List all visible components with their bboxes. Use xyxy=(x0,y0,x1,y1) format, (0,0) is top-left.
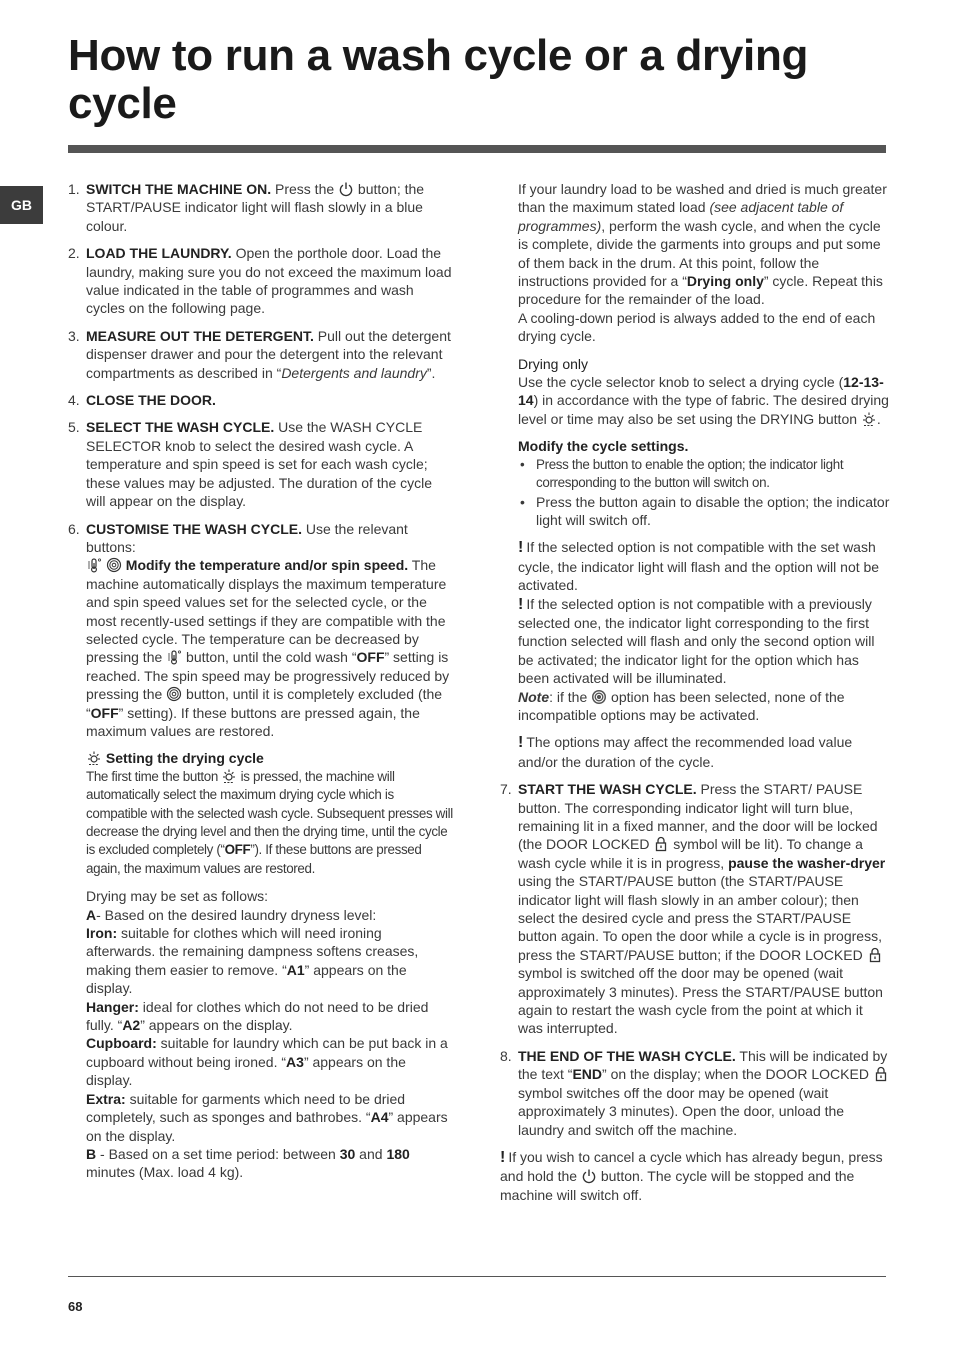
temperature-spin-section: Modify the temperature and/or spin speed. The machine automatically displays the maximum temperature and spin speed values set for the selected cycle, or the most recently-used settings if they are compatible with the selected cycle. The temperature can be decreased by pressing the button, until the cold wash “OFF” setting is reached. The spin speed may be progressively reduced by pressing the button, until it is completely excluded (the “OFF” setting). If these buttons are pressed again, the maximum values are restored. xyxy=(86,557,450,739)
spin-icon xyxy=(166,686,182,702)
drying-only-text: Use the cycle selector knob to select a drying cycle (12-13-14) in accordance with the type of fabric. The desired drying level or time may also be set using the DRYING button . xyxy=(518,374,889,427)
page-number: 68 xyxy=(68,1299,83,1314)
warning-mark: ! xyxy=(518,595,524,613)
page-title: How to run a wash cycle or a drying cycle xyxy=(68,31,809,128)
drying-levels: Drying may be set as follows: A- Based on the desired laundry dryness level: Iron: suitable for clothes which will need ironing afterwards. the remaining dampness softens creases, making them easier to remove. “A1” appears on the display. Hanger: ideal for clothes which do not need to be dried fully. “A2” appears on the display. Cupboard: suitable for laundry which can be put back in a cupboard without being ironed. “A3” appears on the display. Extra: suitable for garments which need to be dried completely, such as sponges and bathrobes. “A4” appears on the display. B - Based on a set time period: between 30 and 180 minutes (Max. load 4 kg). xyxy=(86,887,454,1182)
lock-icon xyxy=(873,1066,889,1082)
lock-icon xyxy=(653,836,669,852)
drying-icon xyxy=(861,411,877,427)
lock-icon xyxy=(867,947,883,963)
level-extra: Extra: suitable for garments which need to be dried completely, such as sponges and bathrobes. “A4” appears on the display. xyxy=(86,1090,448,1144)
level-time: B - Based on a set time period: between 30 and 180 minutes (Max. load 4 kg). xyxy=(86,1145,410,1181)
drying-icon xyxy=(221,768,237,784)
temperature-icon xyxy=(166,649,182,665)
title-rule xyxy=(68,145,886,153)
right-column xyxy=(500,180,890,1204)
overload-intro: If your laundry load to be washed and dried is much greater than the maximum stated load (see adjacent table of programmes), perform the wash cycle, and when the cycle is complete, divide the garments into groups and put some of them back in the drum. At this point, follow the instructions provided for a “Drying only” cycle. Repeat this procedure for the remainder of the load. A cooling-down period is always added to the end of each drying cycle. Drying only Use the cycle selector knob to select a drying cycle (12-13-14) in accordance with the type of fabric. The desired drying level or time may also be set using the DRYING button . Modify the cycle settings. • Press the button to enable the option; the indicator light corresponding to the button will switch on. • Press the button again to disable the option; the indicator light will switch off. ! If the selected option is not compatible with the set wash cycle, the indicator light will flash and the option will not be activated. ! If the selected option is not compatible with a previously selected one, the indicator light corresponding to the first function selected will flash and only the second option will be activated; the indicator light for the option which has been activated will be illuminated. Note: if the option has been selected, none of the incompatible options may be activated. ! The options may affect the recommended load value and/or the duration of the cycle. xyxy=(500,180,890,771)
list-item: • Press the button to enable the option; the indicator light corresponding to the button will switch on. xyxy=(518,456,890,493)
warning-mark: ! xyxy=(518,734,524,752)
level-cupboard: Cupboard: suitable for laundry which can be put back in a cupboard without being ironed. “A3” appears on the display. xyxy=(86,1035,448,1089)
drying-section: Setting the drying cycle The first time the button is pressed, the machine will automatically select the maximum drying cycle which is compatible with the selected wash cycle. Subsequent presses will decrease the drying level and then the drying time, until the cycle is excluded completely (“OFF”). If these buttons are pressed again, the maximum values are restored. xyxy=(86,750,453,876)
footer-rule xyxy=(68,1276,886,1277)
left-column xyxy=(68,180,454,1191)
drying-icon xyxy=(86,750,102,766)
spin-icon xyxy=(106,557,122,573)
step-7: 7. START THE WASH CYCLE. Press the START/ PAUSE button. The corresponding indicator light will turn blue, remaining lit in a fixed manner, and the door will be locked (the DOOR LOCKED symbol will be lit). To change a wash cycle while it is in progress, pause the washer-dryer using the START/PAUSE button (the START/PAUSE indicator light will flash slowly in an amber colour); then select the desired cycle and press the START/PAUSE button again. To open the door while a cycle is in progress, press the START/PAUSE button; if the DOOR LOCKED symbol is switched off the door may be opened (wait approximately 3 minutes). Press the START/PAUSE button again to restart the wash cycle from the point at which it was interrupted. xyxy=(500,781,886,1037)
cancel-note: ! If you wish to cancel a cycle which has already begun, press and hold the button. The cycle will be stopped and the machine will switch off. xyxy=(500,1148,883,1203)
level-hanger: Hanger: ideal for clothes which do not need to be dried fully. “A2” appears on the display. xyxy=(86,998,429,1034)
step-4: 4. CLOSE THE DOOR. xyxy=(68,392,216,409)
step-2: 2. LOAD THE LAUNDRY. Open the porthole door. Load the laundry, making sure you do not exceed the maximum load value indicated in the table of programmes and wash cycles on the following page. xyxy=(68,245,452,317)
warning-mark: ! xyxy=(500,1148,506,1166)
language-tab: GB xyxy=(0,186,43,224)
power-icon xyxy=(338,181,354,197)
step-1: 1. SWITCH THE MACHINE ON. Press the button; the START/PAUSE indicator light will flash slowly in a blue colour. xyxy=(68,181,425,234)
step-8: 8. THE END OF THE WASH CYCLE. This will be indicated by the text “END” on the display; when the DOOR LOCKED symbol switches off the door may be opened (wait approximately 3 minutes). Open the door, unload the laundry and switch off the machine. xyxy=(500,1047,888,1138)
level-iron: Iron: suitable for clothes which will need ironing afterwards. the remaining dampness softens creases, making them easier to remove. “A1” appears on the display. xyxy=(86,925,419,997)
spin-icon xyxy=(591,689,607,705)
power-icon xyxy=(581,1168,597,1184)
temperature-icon xyxy=(86,557,102,573)
list-item: • Press the button again to disable the option; the indicator light will switch off. xyxy=(518,493,890,530)
warning-mark: ! xyxy=(518,539,524,557)
step-3: 3. MEASURE OUT THE DETERGENT. Pull out the detergent dispenser drawer and pour the detergent into the relevant compartments as described in “Detergents and laundry”. xyxy=(68,327,451,381)
step-5: 5. SELECT THE WASH CYCLE. Use the WASH CYCLE SELECTOR knob to select the desired wash cycle. A temperature and spin speed is set for each wash cycle; these values may be adjusted. The duration of the cycle will appear on the display. xyxy=(68,419,433,510)
step-6: 6. CUSTOMISE THE WASH CYCLE. Use the relevant buttons: Modify the temperature and/or spin speed. The machine automatically displays the maximum temperature and spin speed values set for the selected cycle, or the most recently-used settings if they are compatible with the selected cycle. The temperature can be decreased by pressing the button, until the cold wash “OFF” setting is reached. The spin speed may be progressively reduced by pressing the button, until it is completely excluded (the “OFF” setting). If these buttons are pressed again, the maximum values are restored. Setting the drying cycle The first time the button is pressed, the machine will automatically select the maximum drying cycle which is compatible with the selected wash cycle. Subsequent presses will decrease the drying level and then the drying time, until the cycle is excluded completely (“OFF”). If these buttons are pressed again, the maximum values are restored. Drying may be set as follows: A- Based on the desired laundry dryness level: Iron: suitable for clothes which will need ironing afterwards. the remaining dampness softens creases, making them easier to remove. “A1” appears on the display. Hanger: ideal for clothes which do not need to be dried fully. “A2” appears on the display. Cupboard: suitable for laundry which can be put back in a cupboard without being ironed. “A3” appears on the display. Extra: suitable for garments which need to be dried completely, such as sponges and bathrobes. “A4” appears on the display. B - Based on a set time period: between 30 and 180 minutes (Max. load 4 kg). xyxy=(68,520,453,1181)
modify-bullets xyxy=(518,456,890,530)
